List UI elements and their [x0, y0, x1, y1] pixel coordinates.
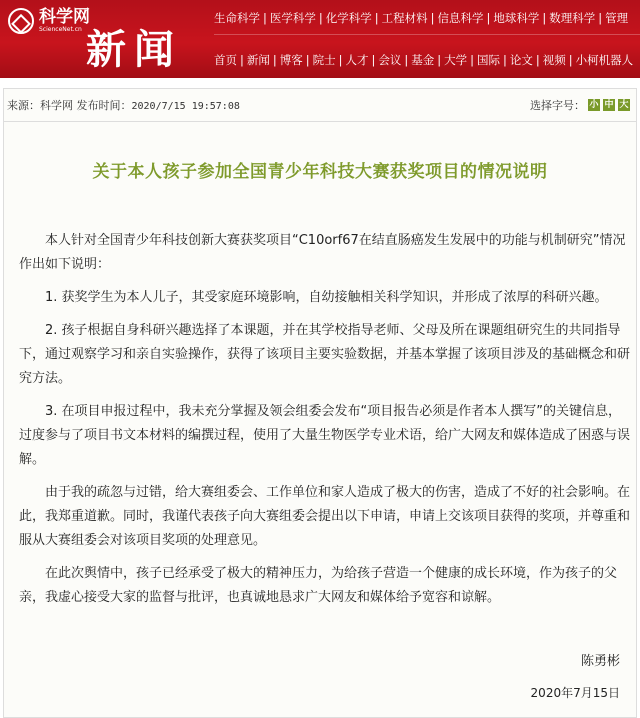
paragraph: 本人针对全国青少年科技创新大赛获奖项目“C10orf67在结直肠癌发生发展中的功能与机制研究”情况作出如下说明： [19, 233, 626, 272]
nav-link[interactable]: 小柯机器人 [575, 53, 634, 67]
nav-link[interactable]: 工程材料 [381, 11, 428, 25]
article-box [3, 88, 637, 718]
logo[interactable] [8, 8, 90, 34]
nav-separator: | [263, 11, 267, 25]
nav-link[interactable]: 论文 [509, 53, 533, 67]
nav-link[interactable]: 大学 [444, 53, 468, 67]
nav-separator: | [338, 53, 343, 67]
font-size-selector [530, 97, 630, 113]
nav-link[interactable]: 国际 [477, 53, 500, 67]
nav-link[interactable]: 医学科学 [269, 11, 316, 25]
nav-separator: | [486, 11, 491, 25]
nav-separator: | [535, 53, 540, 67]
nav-link[interactable]: 博客 [279, 53, 303, 67]
nav-link[interactable]: 数理科学 [549, 11, 596, 25]
font-size-small-button[interactable]: 小 [589, 100, 599, 110]
nav-link[interactable]: 生命科学 [214, 11, 260, 25]
nav-separator: | [240, 53, 244, 67]
article-body [19, 229, 633, 619]
nav-link[interactable]: 基金 [411, 53, 435, 67]
nav-link[interactable]: 管理 [605, 11, 629, 25]
nav-divider [214, 34, 640, 35]
paragraph: 在此次舆情中，孩子已经承受了极大的精神压力，为给孩子营造一个健康的成长环境，作为孩子的父亲，我虚心接受大家的监督与批评，也真诚地恳求广大网友和媒体给予宽容和谅解。 [19, 566, 618, 605]
paragraph: 3. 在项目申报过程中，我未充分掌握及领会组委会发布“项目报告必须是作者本人撰写”的关键信息，过度参与了项目书文本材料的编撰过程，使用了大量生物医学专业术语，给广大网友和媒体造成了困惑与误解。 [19, 404, 631, 467]
source: 科学网 [40, 99, 73, 112]
nav-link[interactable]: 信息科学 [437, 11, 484, 25]
nav-link[interactable]: 化学科学 [325, 11, 372, 25]
article-meta [4, 89, 636, 122]
nav-separator: | [371, 53, 376, 67]
nav-top [214, 10, 628, 26]
nav-separator: | [470, 53, 474, 67]
nav-separator: | [272, 53, 277, 67]
source-label: 来源： [7, 99, 40, 112]
logo-name: 科学网 [39, 7, 90, 27]
nav-separator: | [598, 11, 603, 25]
nav-separator: | [318, 11, 323, 25]
signature: 陈勇彬 [580, 654, 620, 669]
nav-separator: | [568, 53, 573, 67]
nav-link[interactable]: 首页 [214, 53, 237, 67]
paragraph: 由于我的疏忽与过错，给大赛组委会、工作单位和家人造成了极大的伤害，造成了不好的社会影响。在此，我郑重道歉。同时，我谨代表孩子向大赛组委会提出以下申请，申请上交该项目获得的奖项，并尊重和服从大赛组委会对该项目奖项的处理意见。 [19, 485, 631, 548]
paragraph: 1. 获奖学生为本人儿子，其受家庭环境影响，自幼接触相关科学知识，并形成了浓厚的科研兴趣。 [45, 290, 608, 305]
font-size-label: 选择字号： [530, 99, 585, 112]
site-header [0, 0, 640, 78]
paragraph: 2. 孩子根据自身科研兴趣选择了本课题，并在其学校指导老师、父母及所在课题组研究生的共同指导下，通过观察学习和亲自实验操作，获得了该项目主要实验数据，并基本掌握了该项目涉及的基础概念和研究方法。 [19, 323, 631, 386]
nav-link[interactable]: 新闻 [246, 53, 270, 67]
nav-separator: | [430, 11, 435, 25]
nav-link[interactable]: 人才 [345, 53, 369, 67]
publish-time: 2020/7/15 19:57:08 [131, 101, 240, 112]
font-size-large-button[interactable]: 大 [619, 100, 629, 110]
nav-link[interactable]: 会议 [378, 53, 402, 67]
section-title: 新闻 [86, 27, 182, 73]
nav-separator: | [437, 53, 442, 67]
nav-separator: | [374, 11, 379, 25]
nav-link[interactable]: 地球科学 [493, 11, 540, 25]
nav-separator: | [404, 53, 409, 67]
nav-separator: | [542, 11, 547, 25]
signature-date: 2020年7月15日 [530, 686, 620, 700]
nav-link[interactable]: 视频 [542, 53, 566, 67]
font-size-medium-button[interactable]: 中 [604, 100, 614, 110]
logo-icon [3, 3, 40, 40]
nav-separator: | [305, 53, 310, 67]
logo-sub: ScienceNet.cn [39, 26, 82, 33]
time-label: 发布时间： [76, 99, 132, 112]
nav-link[interactable]: 院士 [312, 53, 336, 67]
article-title: 关于本人孩子参加全国青少年科技大赛获奖项目的情况说明 [92, 162, 548, 182]
nav-bottom [214, 52, 633, 68]
nav-separator: | [503, 53, 507, 67]
